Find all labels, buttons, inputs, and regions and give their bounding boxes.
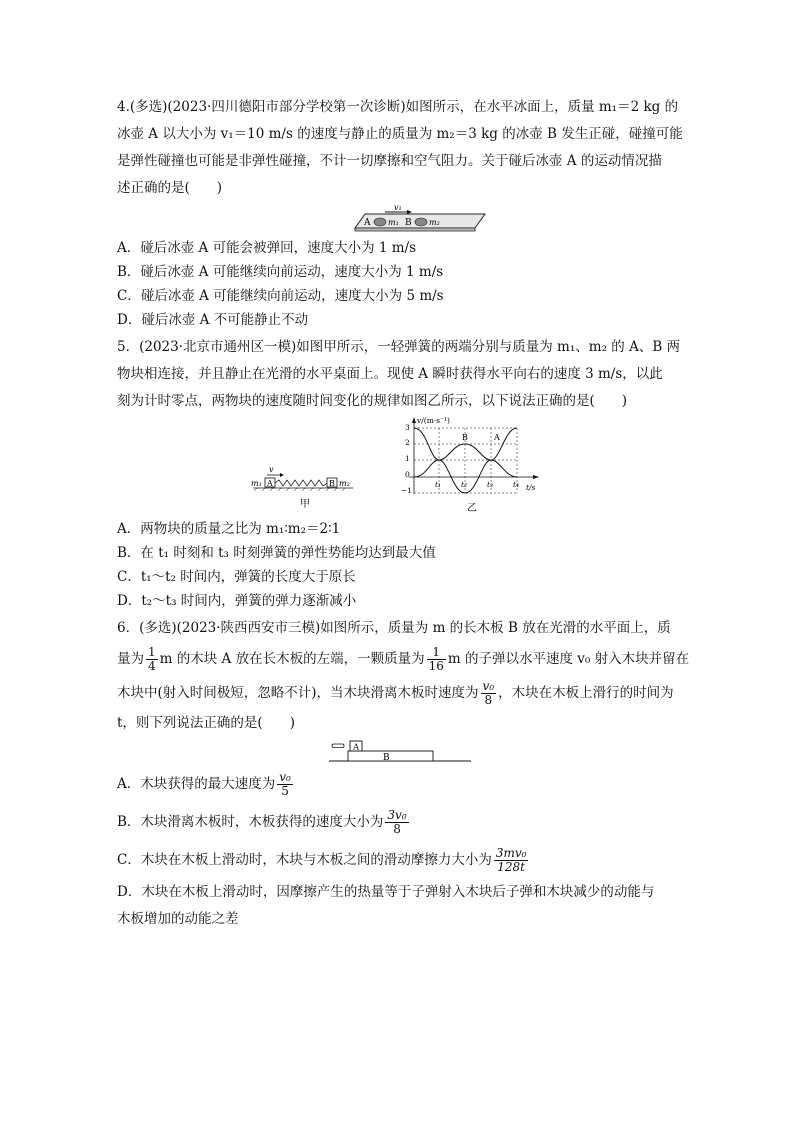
yi-x-tick-t2: t₂ (461, 480, 468, 489)
q6-line2-text-c: m 的子弹以水平速度 v₀ 射入木块并留在 (447, 651, 690, 667)
q5-line-2: 物块相连接，并且静止在光滑的水平桌面上。现使 A 瞬时获得水平向右的速度 3 m/s，以此 (117, 366, 663, 382)
q4-option-c: C．碰后冰壶 A 可能继续向前运动，速度大小为 5 m/s (117, 288, 444, 304)
yi-y-axis-label: v/(m·s⁻¹) (417, 416, 450, 425)
q6-line3-text-b: ，木块在木板上滑行的时间为 (498, 685, 674, 701)
q4-option-b: B．碰后冰壶 A 可能继续向前运动，速度大小为 1 m/s (117, 264, 444, 280)
q6-fraction-sixteenth (427, 646, 446, 673)
q5-option-c: C．t₁～t₂ 时间内，弹簧的长度大于原长 (117, 569, 356, 585)
q6-option-b (117, 803, 683, 841)
jia-b-label: B (329, 479, 335, 488)
question-6 (117, 615, 690, 933)
yi-y-tick-1: 1 (405, 454, 410, 463)
yi-y-arrowhead (412, 417, 416, 423)
fraction-num: 3mv₀ (495, 846, 527, 860)
curling-stone-b (415, 218, 427, 226)
fraction-num: v₀ (482, 679, 495, 693)
q6-option-a (117, 765, 683, 803)
question-4 (117, 94, 683, 332)
question-5 (117, 334, 683, 613)
q6-option-d-line-2: 木板增加的动能之差 (117, 911, 239, 927)
yi-curve-a-label: A (494, 433, 500, 442)
q6-option-c (117, 841, 683, 879)
q6-option-d-line-1: D．木块在木板上滑动时，因摩擦产生的热量等于子弹射入木块后子弹和木块减少的动能与 (117, 884, 655, 900)
q6-line3-text-a: 木块中(射入时间极短，忽略不计)，当木块滑离木板时速度为 (117, 685, 479, 701)
board-b (348, 751, 433, 761)
fraction-den: 4 (148, 659, 156, 673)
yi-x-axis-label: t/s (526, 483, 536, 492)
q6-fraction-v0-8 (481, 680, 497, 707)
q4-line-2: 冰壶 A 以大小为 v₁＝10 m/s 的速度与静止的质量为 m₂＝3 kg 的冰壶 B 发生正碰，碰撞可能 (117, 126, 683, 142)
q4-line-1: 4.(多选)(2023·四川德阳市部分学校第一次诊断)如图所示，在水平冰面上，质量 m₁＝2 kg 的 (117, 99, 679, 115)
curling-stone-a (374, 218, 386, 226)
figure-jia (251, 465, 353, 510)
yi-x-tick-t3: t₃ (487, 480, 494, 489)
jia-v-label: v (269, 465, 274, 474)
jia-caption: 甲 (300, 499, 310, 510)
figure-yi (401, 416, 539, 514)
q6-line-4: t，则下列说法正确的是( ) (117, 715, 295, 731)
yi-y-tick-0: 0 (405, 470, 410, 479)
q6-line2-text-a: 量为 (117, 651, 144, 667)
m1-label: m₁ (388, 218, 399, 227)
q5-option-a: A．两物块的质量之比为 m₁∶m₂＝2∶1 (117, 521, 341, 537)
fraction-den: 8 (393, 822, 401, 836)
q6-option-a-text: A．木块获得的最大速度为 (117, 776, 276, 792)
q4-line-3: 是弹性碰撞也可能是非弹性碰撞，不计一切摩擦和空气阻力。关于碰后冰壶 A 的运动情况描 (117, 153, 662, 169)
board-b-label: B (383, 753, 390, 763)
jia-m2-label: m₂ (339, 479, 350, 488)
q6-line-2 (117, 642, 690, 676)
q4-line-4: 述正确的是( ) (117, 180, 223, 196)
q5-figures (117, 415, 683, 517)
q6-option-c-text: C．木块在木板上滑动时，木块与木板之间的滑动摩擦力大小为 (117, 852, 492, 868)
q6-figure-board (117, 737, 683, 765)
fraction-den: 8 (484, 693, 493, 707)
q5-option-d: D．t₂～t₃ 时间内，弹簧的弹力逐渐减小 (117, 593, 357, 609)
block-a-label: A (353, 742, 360, 753)
jia-table-hatch (254, 488, 345, 491)
q6-line-1: 6．(多选)(2023·陕西西安市三模)如图所示，质量为 m 的长木板 B 放在光滑的水平面上，质 (117, 620, 671, 636)
q4-option-a: A．碰后冰壶 A 可能会被弹回，速度大小为 1 m/s (117, 240, 417, 256)
v1-label: v₁ (394, 203, 402, 212)
yi-caption: 乙 (467, 503, 477, 514)
m2-label: m₂ (429, 218, 440, 227)
q6-option-b-fraction (385, 809, 408, 836)
q5-line-1: 5．(2023·北京市通州区一模)如图甲所示，一轻弹簧的两端分别与质量为 m₁、m₂ 的 A、B 两 (117, 339, 681, 355)
fraction-den: 5 (281, 784, 289, 798)
fraction-num: 3v₀ (387, 808, 407, 822)
yi-y-tick-2: 2 (405, 438, 410, 447)
jia-m1-label: m₁ (251, 479, 262, 488)
fraction-num: v₀ (279, 770, 291, 784)
fraction-num: 1 (148, 645, 156, 659)
fraction-den: 16 (428, 659, 444, 673)
fraction-den: 128t (497, 860, 526, 874)
yi-x-tick-t4: t₄ (513, 480, 520, 489)
yi-y-tick-3: 3 (405, 423, 410, 432)
jia-spring (275, 480, 327, 486)
ice-surface-edge (355, 228, 475, 231)
q5-line-3: 刻为计时零点，两物块的速度随时间变化的规律如图乙所示，以下说法正确的是( ) (117, 393, 628, 409)
q6-option-b-text: B．木块滑离木板时，木板获得的速度大小为 (117, 814, 384, 830)
jia-a-label: A (267, 479, 273, 488)
fraction-num: 1 (427, 646, 446, 660)
q6-line2-text-b: m 的木块 A 放在长木板的左端，一颗质量为 (159, 651, 425, 667)
yi-y-tick-neg1: −1 (401, 486, 413, 495)
q5-option-b: B．在 t₁ 时刻和 t₃ 时刻弹簧的弹性势能均达到最大值 (117, 545, 436, 561)
bullet-icon (332, 744, 344, 748)
yi-curve-b-label: B (462, 433, 468, 442)
q6-fraction-quarter (146, 646, 158, 673)
yi-x-tick-t1: t₁ (435, 480, 442, 489)
yi-curve-b (414, 444, 517, 477)
q4-option-d: D．碰后冰壶 A 不可能静止不动 (117, 312, 309, 328)
q6-line-3 (117, 676, 683, 710)
q4-figure-ice (117, 202, 683, 236)
curling-a-label: A (364, 218, 371, 228)
curling-b-label: B (405, 218, 412, 228)
q6-option-a-fraction (277, 771, 293, 798)
velocity-arrowhead (407, 210, 412, 214)
jia-velocity-arrowhead (280, 473, 284, 477)
document-page (117, 92, 690, 933)
yi-x-arrowhead (533, 475, 539, 479)
q6-option-c-fraction (494, 847, 529, 874)
